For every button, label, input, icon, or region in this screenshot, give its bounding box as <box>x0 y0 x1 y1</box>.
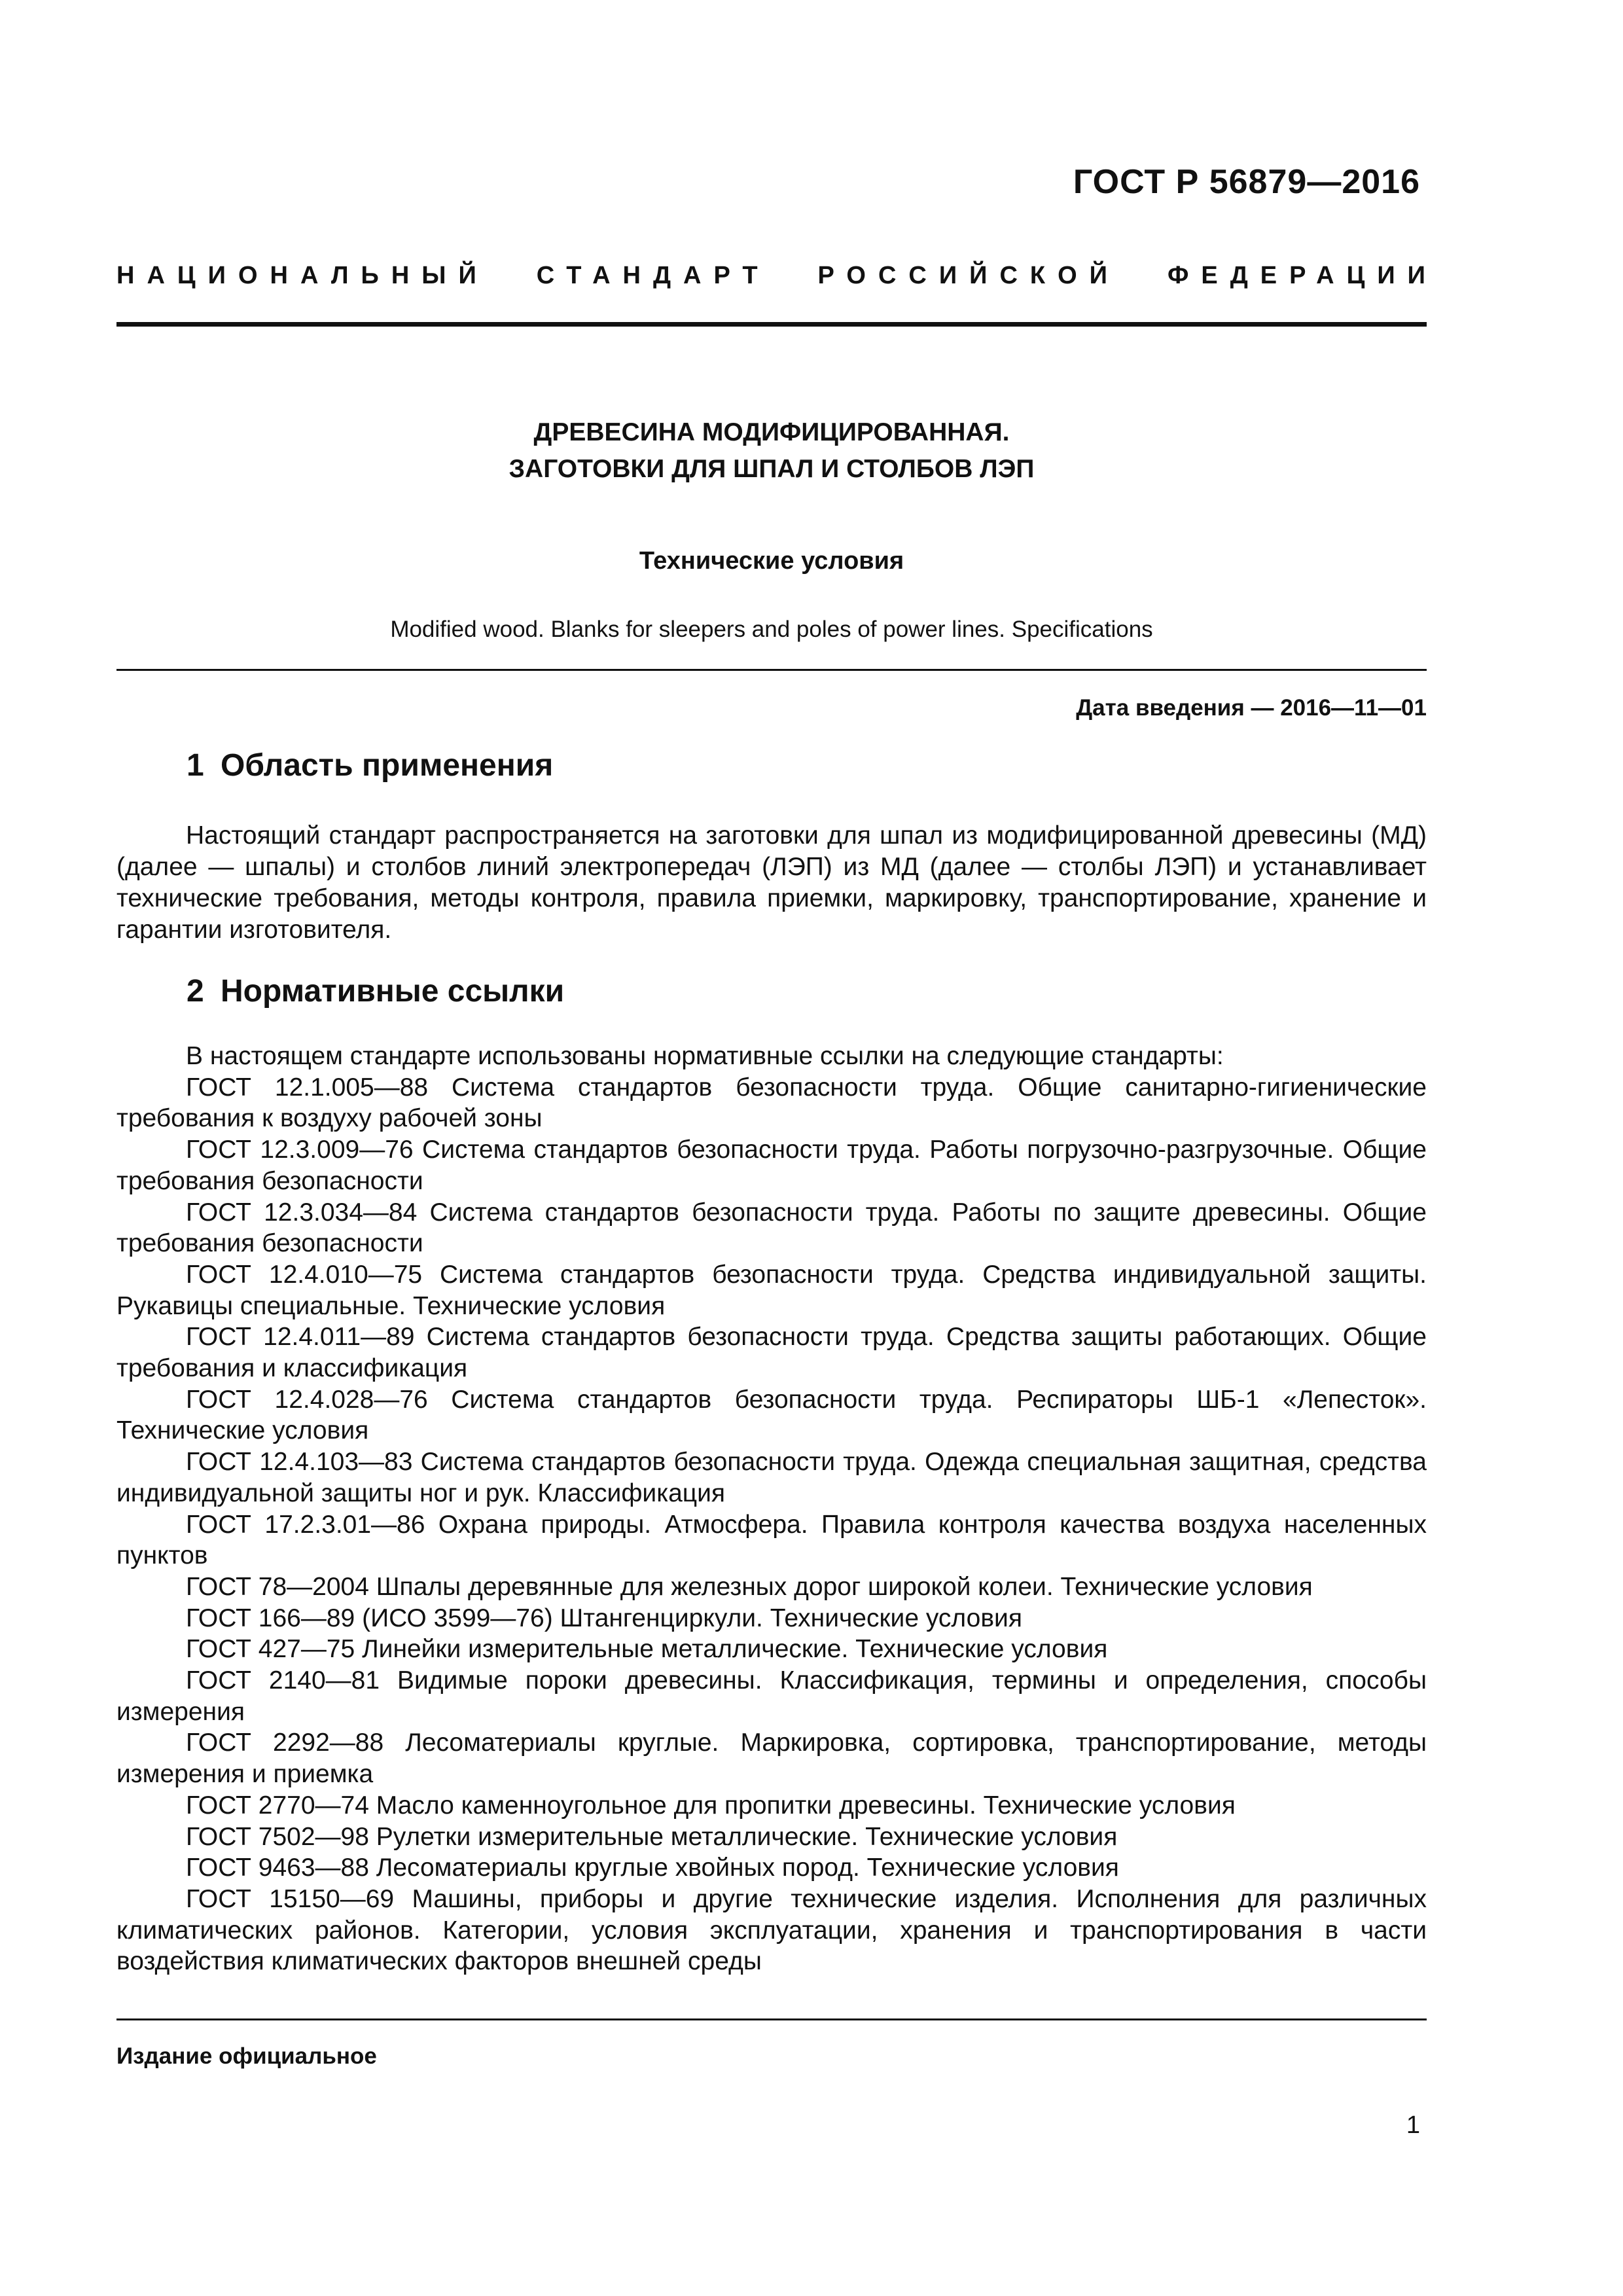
document-title-line: ДРЕВЕСИНА МОДИФИЦИРОВАННАЯ. <box>533 418 1010 446</box>
document-title <box>116 414 1427 488</box>
title-divider <box>116 669 1427 671</box>
national-standard-word: СТАНДАРТ <box>536 262 770 289</box>
section-number: 2 <box>187 974 204 1009</box>
references-intro: В настоящем стандарте использованы нормативные ссылки на следующие стандарты: <box>186 1042 1224 1070</box>
section-heading-normative-references <box>187 973 564 1009</box>
section-title: Нормативные ссылки <box>221 974 565 1009</box>
page-number: 1 <box>1406 2111 1420 2139</box>
reference-item: ГОСТ 2770—74 Масло каменноугольное для пропитки древесины. Технические условия <box>186 1791 1236 1820</box>
national-standard-word: ФЕДЕРАЦИИ <box>1167 262 1438 289</box>
footer-divider <box>116 2018 1427 2020</box>
national-standard-word: РОССИЙСКОЙ <box>817 262 1120 289</box>
reference-item: ГОСТ 15150—69 Машины, приборы и другие технические изделия. Исполнения для различных климатических районов. Категории, условия эксплуатации, хранения и транспортирования в части воздействия климатических факторов внешней среды <box>116 1884 1427 1976</box>
section-number: 1 <box>187 748 204 783</box>
official-edition-label: Издание официальное <box>116 2043 377 2069</box>
scope-paragraph: Настоящий стандарт распространяется на заготовки для шпал из модифицированной древесины (МД) (далее — шпалы) и столбов линий электропередач (ЛЭП) из МД (далее — столбы ЛЭП) и устанавливает технические требования, методы контроля, правила приемки, маркировку, транспортирование, хранение и гарантии изготовителя. <box>116 821 1427 944</box>
gost-code: ГОСТ Р 56879—2016 <box>1073 163 1420 201</box>
reference-item: ГОСТ 166—89 (ИСО 3599—76) Штангенциркули. Технические условия <box>186 1604 1022 1632</box>
reference-item: ГОСТ 78—2004 Шпалы деревянные для железных дорог широкой колеи. Технические условия <box>186 1572 1313 1601</box>
reference-item: ГОСТ 12.4.103—83 Система стандартов безопасности труда. Одежда специальная защитная, средства индивидуальной защиты ног и рук. Классификация <box>116 1448 1427 1507</box>
reference-item: ГОСТ 427—75 Линейки измерительные металлические. Технические условия <box>186 1635 1108 1664</box>
reference-item: ГОСТ 12.4.011—89 Система стандартов безопасности труда. Средства защиты работающих. Общие требования и классификация <box>116 1323 1427 1383</box>
reference-item: ГОСТ 7502—98 Рулетки измерительные металлические. Технические условия <box>186 1822 1118 1851</box>
reference-item: ГОСТ 12.4.028—76 Система стандартов безопасности труда. Респираторы ШБ-1 «Лепесток». Технические условия <box>116 1385 1427 1445</box>
reference-item: ГОСТ 12.3.034—84 Система стандартов безопасности труда. Работы по защите древесины. Общие требования безопасности <box>116 1198 1427 1258</box>
reference-item: ГОСТ 12.4.010—75 Система стандартов безопасности труда. Средства индивидуальной защиты. Рукавицы специальные. Технические условия <box>116 1260 1427 1320</box>
reference-item: ГОСТ 9463—88 Лесоматериалы круглые хвойных пород. Технические условия <box>186 1854 1119 1882</box>
section-heading-scope <box>187 747 553 783</box>
national-standard-word: НАЦИОНАЛЬНЫЙ <box>116 262 489 289</box>
reference-item: ГОСТ 12.1.005—88 Система стандартов безопасности труда. Общие санитарно-гигиенические требования к воздуху рабочей зоны <box>116 1073 1427 1133</box>
introduction-date: Дата введения — 2016—11—01 <box>1076 695 1427 721</box>
section-title: Область применения <box>221 748 554 783</box>
document-subtitle: Технические условия <box>639 547 904 575</box>
reference-item: ГОСТ 2292—88 Лесоматериалы круглые. Маркировка, сортировка, транспортирование, методы измерения и приемка <box>116 1729 1427 1789</box>
reference-item: ГОСТ 12.3.009—76 Система стандартов безопасности труда. Работы погрузочно-разгрузочные. Общие требования безопасности <box>116 1136 1427 1195</box>
reference-item: ГОСТ 2140—81 Видимые пороки древесины. Классификация, термины и определения, способы измерения <box>116 1666 1427 1726</box>
header-divider <box>116 322 1427 327</box>
reference-item: ГОСТ 17.2.3.01—86 Охрана природы. Атмосфера. Правила контроля качества воздуха населенных пунктов <box>116 1510 1427 1570</box>
english-title: Modified wood. Blanks for sleepers and poles of power lines. Specifications <box>390 617 1153 642</box>
national-standard-title <box>116 262 1438 290</box>
scope-paragraph-block <box>116 820 1427 946</box>
document-title-line: ЗАГОТОВКИ ДЛЯ ШПАЛ И СТОЛБОВ ЛЭП <box>508 455 1035 483</box>
normative-references-list <box>116 1041 1427 1977</box>
